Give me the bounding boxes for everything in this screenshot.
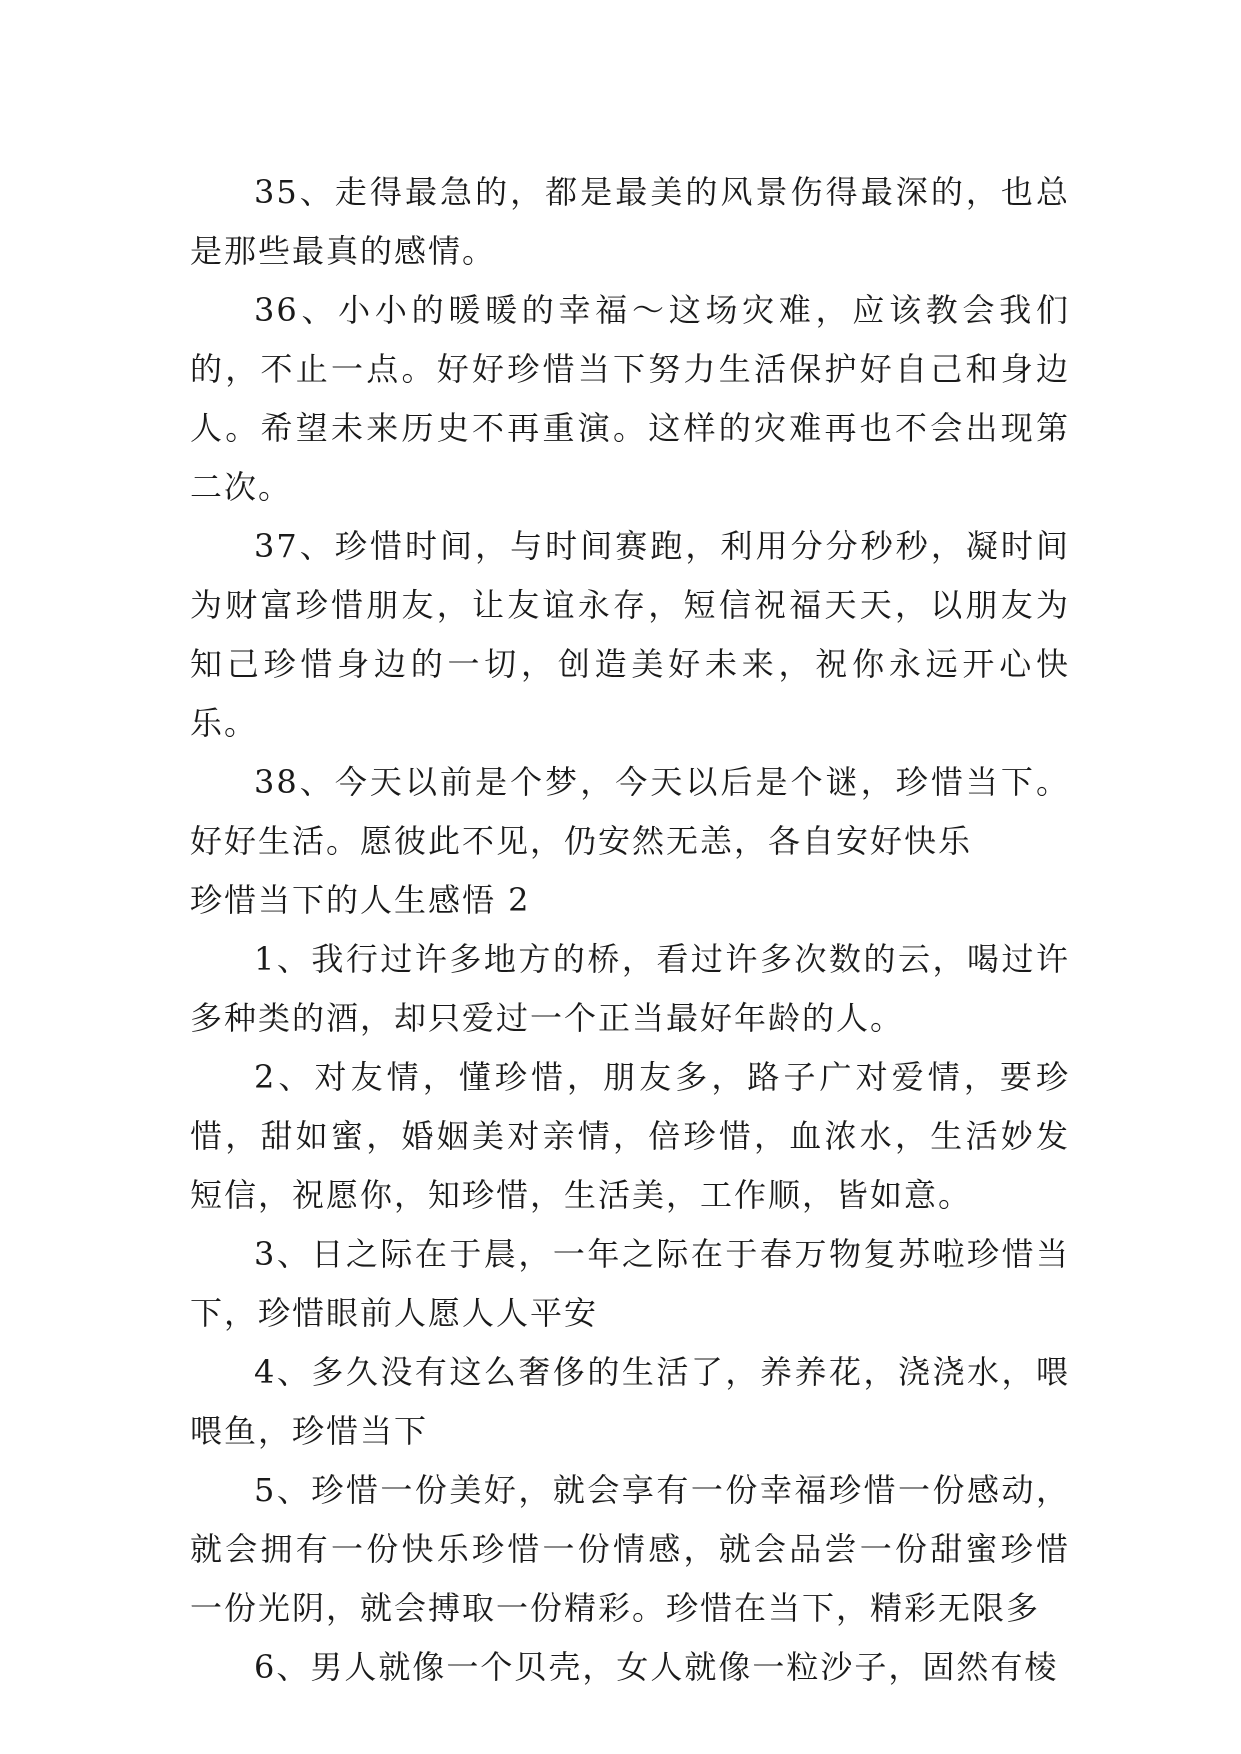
- paragraph-6: 6、男人就像一个贝壳，女人就像一粒沙子，固然有棱: [254, 1648, 1059, 1686]
- paragraph-3: 3、日之际在于晨，一年之际在于春万物复苏啦珍惜当下，珍惜眼前人愿人人平安: [190, 1235, 1070, 1332]
- paragraph-36: 36、小小的暖暖的幸福～这场灾难，应该教会我们的，不止一点。好好珍惜当下努力生活保护好自己和身边人。希望未来历史不再重演。这样的灾难再也不会出现第二次。: [190, 291, 1070, 506]
- document-body: [190, 163, 1070, 1697]
- paragraph-4: 4、多久没有这么奢侈的生活了，养养花，浇浇水，喂喂鱼，珍惜当下: [190, 1353, 1070, 1450]
- paragraph-2: 2、对友情，懂珍惜，朋友多，路子广对爱情，要珍惜，甜如蜜，婚姻美对亲情，倍珍惜，血浓水，生活妙发短信，祝愿你，知珍惜，生活美，工作顺，皆如意。: [190, 1058, 1070, 1214]
- paragraph-1: 1、我行过许多地方的桥，看过许多次数的云，喝过许多种类的酒，却只爱过一个正当最好年龄的人。: [190, 940, 1070, 1037]
- paragraph-35: 35、走得最急的，都是最美的风景伤得最深的，也总是那些最真的感情。: [190, 173, 1070, 270]
- paragraph-37: 37、珍惜时间，与时间赛跑，利用分分秒秒，凝时间为财富珍惜朋友，让友谊永存，短信祝福天天，以朋友为知己珍惜身边的一切，创造美好未来，祝你永远开心快乐。: [190, 527, 1070, 742]
- paragraph-5: 5、珍惜一份美好，就会享有一份幸福珍惜一份感动，就会拥有一份快乐珍惜一份情感，就会品尝一份甜蜜珍惜一份光阴，就会搏取一份精彩。珍惜在当下，精彩无限多: [190, 1471, 1070, 1627]
- section-heading: 珍惜当下的人生感悟 2: [190, 881, 531, 919]
- paragraph-38: 38、今天以前是个梦，今天以后是个谜，珍惜当下。好好生活。愿彼此不见，仍安然无恙，各自安好快乐: [190, 763, 1070, 860]
